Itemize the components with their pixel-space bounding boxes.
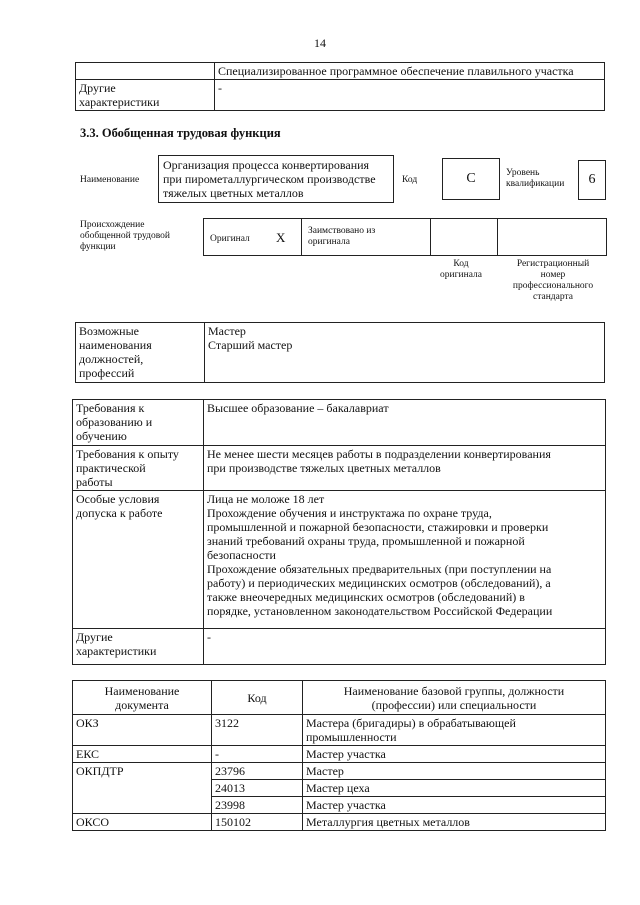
- classifier-doc: ОКСО: [73, 814, 212, 831]
- classifier-header-code: Код: [212, 681, 303, 715]
- top-table-row2-label: Другие характеристики: [76, 80, 215, 111]
- classifier-doc: ЕКС: [73, 746, 212, 763]
- positions-value: Мастер Старший мастер: [205, 323, 605, 383]
- positions-label: Возможные наименования должностей, профессий: [76, 323, 205, 383]
- origin-divider-2: [430, 219, 431, 255]
- classifier-name: Мастер цеха: [303, 780, 606, 797]
- req-other-label: Другие характеристики: [73, 629, 204, 665]
- origin-divider-1: [301, 219, 302, 255]
- classifier-code: 23998: [212, 797, 303, 814]
- top-table: [75, 62, 605, 111]
- level-value-box: 6: [578, 160, 606, 200]
- req-conditions-value: Лица не моложе 18 лет Прохождение обучения и инструктажа по охране труда, промышленной и пожарной безопасности, стажировки и проверки знаний требований охраны труда, промышленной и пожарной безопасности Прохождение обязательных предварительных (при поступлении на работу) и периодических медицинских осмотров (обследований), а также внеочередных медицинских осмотров (обследований) в порядке, установленном законодательством Российской Федерации: [204, 491, 606, 629]
- requirements-table: [72, 399, 606, 665]
- borrowed-label: Заимствовано из оригинала: [308, 226, 376, 247]
- classifier-header-name: Наименование базовой группы, должности (профессии) или специальности: [303, 681, 606, 715]
- original-mark: X: [276, 230, 286, 245]
- classifier-name: Мастер участка: [303, 797, 606, 814]
- origin-label: Происхождение обобщенной трудовой функции: [80, 220, 170, 252]
- top-table-empty-cell: [76, 63, 215, 80]
- level-label: Уровень квалификации: [506, 168, 565, 189]
- classifier-name: Мастер: [303, 763, 606, 780]
- classifier-code: 3122: [212, 715, 303, 746]
- classifier-table: [72, 680, 606, 831]
- req-experience-value: Не менее шести месяцев работы в подразделении конвертирования при производстве тяжелых цветных металлов: [204, 446, 606, 491]
- function-name-box: Организация процесса конвертирования при пирометаллургическом производстве тяжелых цветных металлов: [158, 155, 394, 203]
- req-other-value: -: [204, 629, 606, 665]
- positions-table: [75, 322, 605, 383]
- req-conditions-label: Особые условия допуска к работе: [73, 491, 204, 629]
- classifier-header-doc: Наименование документа: [73, 681, 212, 715]
- classifier-name: Мастер участка: [303, 746, 606, 763]
- reg-number-caption: Регистрационный номер профессионального стандарта: [512, 259, 594, 302]
- classifier-name: Металлургия цветных металлов: [303, 814, 606, 831]
- req-education-label: Требования к образованию и обучению: [73, 400, 204, 446]
- page-number: 14: [314, 36, 326, 50]
- classifier-code: 24013: [212, 780, 303, 797]
- top-table-row1-value: Специализированное программное обеспечение плавильного участка: [215, 63, 605, 80]
- classifier-code: -: [212, 746, 303, 763]
- top-table-row2-value: -: [215, 80, 605, 111]
- req-education-value: Высшее образование – бакалавриат: [204, 400, 606, 446]
- classifier-doc: ОКПДТР: [73, 763, 212, 814]
- code-label: Код: [402, 175, 418, 185]
- code-value-box: C: [442, 158, 500, 200]
- classifier-code: 23796: [212, 763, 303, 780]
- classifier-doc: ОКЗ: [73, 715, 212, 746]
- classifier-name: Мастера (бригадиры) в обрабатывающей промышленности: [303, 715, 606, 746]
- classifier-code: 150102: [212, 814, 303, 831]
- section-title: 3.3. Обобщенная трудовая функция: [80, 126, 281, 140]
- name-label: Наименование: [80, 175, 140, 185]
- origin-divider-3: [497, 219, 498, 255]
- code-original-caption: Код оригинала: [440, 259, 482, 280]
- origin-box: [203, 218, 607, 256]
- original-label: Оригинал: [210, 234, 250, 244]
- req-experience-label: Требования к опыту практической работы: [73, 446, 204, 491]
